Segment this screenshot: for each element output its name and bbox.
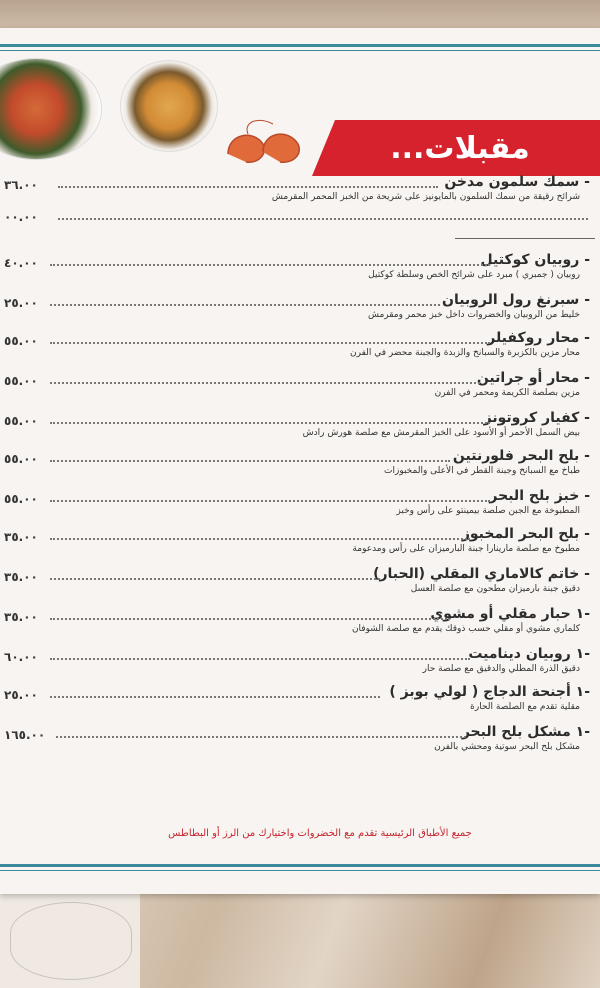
item-name: - بلح البحر المخبوز: [461, 526, 590, 542]
item-description: محار مزين بالكزبرة والسبانخ والزبدة والجبنة محضر في الفرن: [350, 348, 580, 358]
item-name: - خبز بلح البحر: [489, 488, 590, 504]
dot-leader: [50, 578, 380, 580]
placemat-decoration: [10, 902, 132, 980]
item-description: كلماري مشوي أو مقلي حسب ذوقك يقدم مع صلصة الشوفان: [351, 624, 580, 634]
bottom-border: [0, 864, 600, 867]
item-description: المطبوخة مع الجبن صلصة بيمينتو على رأس وخبز: [396, 506, 580, 516]
item-price: ٥٥.٠٠: [4, 492, 38, 506]
item-price: ٥٥.٠٠: [4, 414, 38, 428]
dot-leader: [50, 538, 470, 540]
item-name: -١ مشكل بلح البحر: [461, 724, 590, 740]
item-description: شرائح رقيقة من سمك السلمون بالمايونيز على شريحة من الخبز المحمر المقرمش: [271, 192, 580, 202]
item-price: ٢٥.٠٠: [4, 688, 38, 702]
item-description: دقيق الذرة المطلي والدقيق مع صلصة حار: [422, 664, 580, 674]
item-description: مطبوخ مع صلصة مارينارا جبنة البارميزان على رأس ومدعومة: [352, 544, 580, 554]
item-name: -١ أجنحة الدجاج ( لولي بوبز ): [389, 684, 590, 700]
dot-leader: [50, 264, 490, 266]
footer-note: جميع الأطباق الرئيسية تقدم مع الخضروات واختيارك من الرز أو البطاطس: [168, 828, 472, 839]
item-name: - سمك سلمون مدخن: [444, 174, 590, 190]
dot-leader: [50, 422, 490, 424]
item-price: ١٦٥.٠٠: [4, 728, 46, 742]
shrimp-icon: [218, 114, 318, 174]
item-name: - محار روكفيلر: [487, 330, 590, 346]
item-description: مزين بصلصة الكريمة ومحمر في الفرن: [434, 388, 580, 398]
item-name: - كفيار كروتونز: [483, 410, 590, 426]
dot-leader: [50, 500, 490, 502]
item-price: ٣٥.٠٠: [4, 530, 38, 544]
item-description: مشكل بلح البحر سوتية ومحشي بالفرن: [434, 742, 580, 752]
item-price: ٠٠.٠٠: [4, 210, 38, 224]
item-description: خليط من الروبيان والخضروات داخل خبز محمر ومقرمش: [367, 310, 580, 320]
item-description: دقيق جبنة بارميزان مطحون مع صلصة العسل: [410, 584, 580, 594]
item-name: -١ روبيان ديناميت: [468, 646, 590, 662]
item-price: ٤٠.٠٠: [4, 256, 38, 270]
divider: [455, 238, 595, 239]
dot-leader: [50, 460, 450, 462]
item-price: ٣٥.٠٠: [4, 610, 38, 624]
item-name: - روبيان كوكتيل: [480, 252, 590, 268]
item-description: مقلية تقدم مع الصلصة الحارة: [470, 702, 580, 712]
top-border: [0, 44, 600, 47]
item-name: - محار أو جراتين: [476, 370, 590, 386]
dot-leader: [56, 736, 466, 738]
item-description: روبيان ( جمبري ) مبرد على شرائح الخص وسلطة كوكتيل: [368, 270, 580, 280]
item-price: ٣٦.٠٠: [4, 178, 38, 192]
section-title: ...مقبلات: [390, 130, 530, 166]
food-plate-image: [120, 60, 218, 152]
dot-leader: [50, 382, 480, 384]
dot-leader: [50, 618, 450, 620]
dot-leader: [50, 304, 440, 306]
item-price: ٥٥.٠٠: [4, 452, 38, 466]
bottom-border-thin: [0, 870, 600, 871]
item-description: بيض السمل الأحمر أو الأسود على الخبز المقرمش مع صلصة هورش رادش: [302, 428, 580, 438]
item-price: ٢٥.٠٠: [4, 296, 38, 310]
item-price: ٥٥.٠٠: [4, 334, 38, 348]
item-price: ٦٠.٠٠: [4, 650, 38, 664]
menu-page: [0, 28, 600, 894]
item-price: ٥٥.٠٠: [4, 374, 38, 388]
dot-leader: [50, 658, 470, 660]
item-name: -١ حبار مقلي أو مشوي: [430, 606, 590, 622]
item-description: طباخ مع السبانخ وجبنة القطر في الأعلى والمخبوزات: [384, 466, 580, 476]
dot-leader: [50, 696, 380, 698]
placemat: [0, 892, 140, 988]
dot-leader: [50, 342, 490, 344]
food-plate-image: [0, 58, 102, 160]
item-name: - خاتم كالاماري المقلي (الحبار): [373, 566, 590, 582]
item-name: - سبرنغ رول الروبيان: [442, 292, 590, 308]
item-name: - بلح البحر فلورنتين: [452, 448, 590, 464]
dot-leader: [58, 186, 438, 188]
dot-leader: [58, 218, 588, 220]
top-border-thin: [0, 50, 600, 51]
item-price: ٣٥.٠٠: [4, 570, 38, 584]
